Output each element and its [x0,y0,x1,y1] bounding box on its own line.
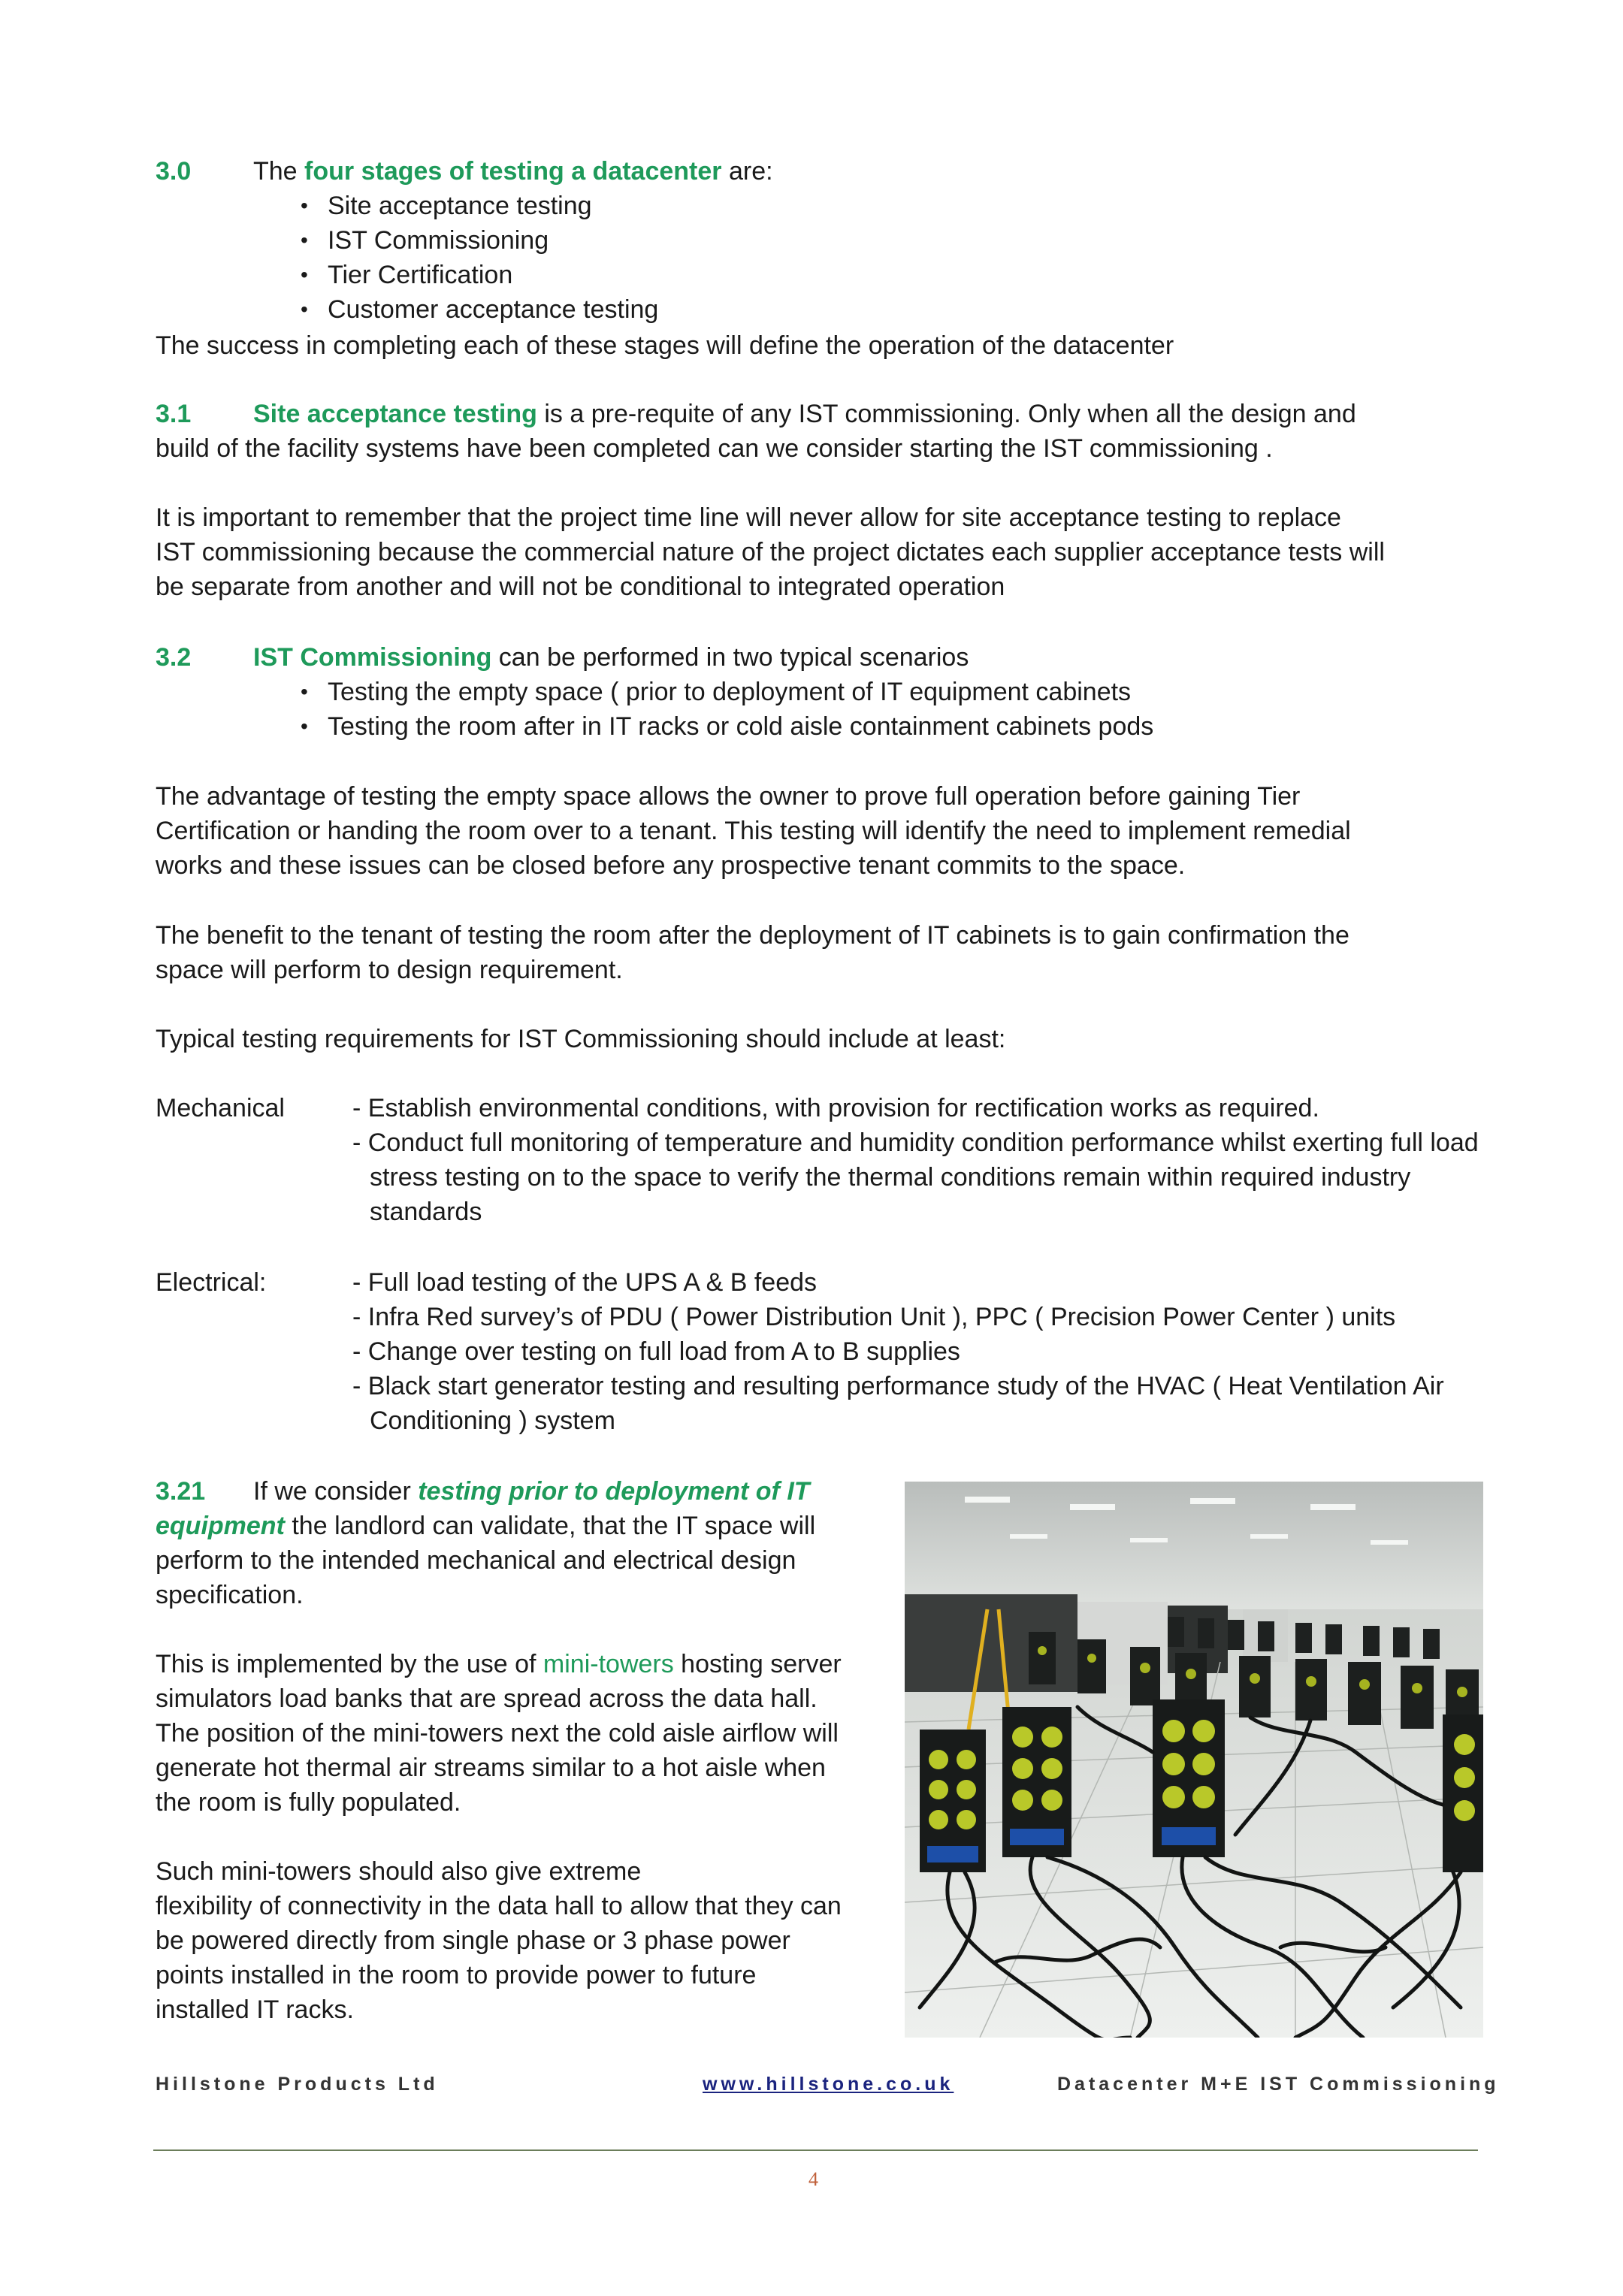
mechanical-label: Mechanical [156,1094,285,1122]
stages-closing: The success in completing each of these stages will define the operation of the datacenter [156,331,1174,360]
section-highlight: four stages of testing a datacenter [304,157,722,186]
mechanical-requirements [352,1091,1495,1229]
list-item: • Customer acceptance testing [301,292,658,327]
footer-company: Hillstone Products Ltd [156,2074,439,2095]
footer-divider [153,2149,1478,2151]
typical-requirements: Typical testing requirements for IST Commissioning should include at least: [156,1025,1006,1053]
section-3-2-heading: 3.2 IST Commissioning can be performed in two typical scenarios [156,640,1493,675]
electrical-label: Electrical: [156,1268,267,1297]
mini-tower [1002,1707,1071,1857]
requirement-item: - Black start generator testing and resulting performance study of the HVAC ( Heat Ventilation Air Conditioning ) system [352,1372,1444,1435]
section-highlight: Site acceptance testing [253,400,537,428]
electrical-requirements [352,1265,1495,1438]
list-item: • IST Commissioning [301,223,658,258]
section-number: 3.1 [156,400,192,428]
section-3-21: 3.21 If we consider testing prior to deployment of IT equipment the landlord can validate, that the IT space will perform to the intended mechanical and electrical design specification. This is implemented by the use of mini-towers hosting server simulators load banks that are spread across the data hall. The position of the mini-towers next the cold aisle airflow will generate hot thermal air streams similar to a hot aisle when the room is fully populated. Such mini-towers should also give extreme flexibility of connectivity in the data hall to allow that they can be powered directly from single phase or 3 phase power points installed in the room to provide power to future installed IT racks. [156,1474,899,2027]
section-highlight: testing prior to deployment of IT [418,1477,810,1506]
requirement-item: - Infra Red survey’s of PDU ( Power Distribution Unit ), PPC ( Precision Power Center ) units [352,1303,1396,1331]
list-item: • Tier Certification [301,258,658,292]
section-3-1-paragraph: It is important to remember that the project time line will never allow for site acceptance testing to replace IST commissioning because the commercial nature of the project dictates each supplier acceptance tests will be separate from another and will not be conditional to integrated operation [156,503,1385,601]
stages-list [301,189,658,327]
footer-url-link[interactable]: www.hillstone.co.uk [703,2074,954,2095]
section-number: 3.2 [156,643,192,672]
mini-tower [920,1730,986,1872]
benefit-paragraph: The benefit to the tenant of testing the room after the deployment of IT cabinets is to gain confirmation the space will perform to design requirement. [156,921,1349,984]
mini-towers-highlight: mini-towers [543,1650,674,1678]
list-item: • Site acceptance testing [301,189,658,223]
requirement-item: - Conduct full monitoring of temperature and humidity condition performance whilst exerting full load stress testing on to the space to verify the thermal conditions remain within required industry standards [352,1128,1479,1226]
section-highlight: IST Commissioning [253,643,492,672]
section-3-1: 3.1 Site acceptance testing is a pre-requite of any IST commissioning. Only when all the design and build of the facility systems have been completed can we consider starting the IST commissioning . [156,397,1493,466]
requirement-item: - Change over testing on full load from A to B supplies [352,1337,960,1366]
mini-tower [1443,1714,1483,1872]
section-number: 3.21 [156,1477,206,1506]
mini-tower [1153,1699,1225,1857]
requirement-item: - Full load testing of the UPS A & B feeds [352,1268,818,1297]
list-item: • Testing the room after in IT racks or cold aisle containment cabinets pods [301,709,1153,744]
page-number: 4 [808,2168,818,2190]
advantage-paragraph: The advantage of testing the empty space allows the owner to prove full operation before gaining Tier Certification or handing the room over to a tenant. This testing will identify the need to implement remedial works and these issues can be closed before any prospective tenant commits to the space. [156,782,1351,880]
footer-doc-title: Datacenter M+E IST Commissioning [1057,2074,1500,2095]
section-3-0-heading: 3.0 The four stages of testing a datacenter are: [156,154,1493,189]
section-number: 3.0 [156,157,192,186]
scenarios-list [301,675,1153,744]
datahall-loadbank-photo [905,1482,1483,2038]
list-item: • Testing the empty space ( prior to deployment of IT equipment cabinets [301,675,1153,709]
requirement-item: - Establish environmental conditions, with provision for rectification works as required. [352,1094,1319,1122]
